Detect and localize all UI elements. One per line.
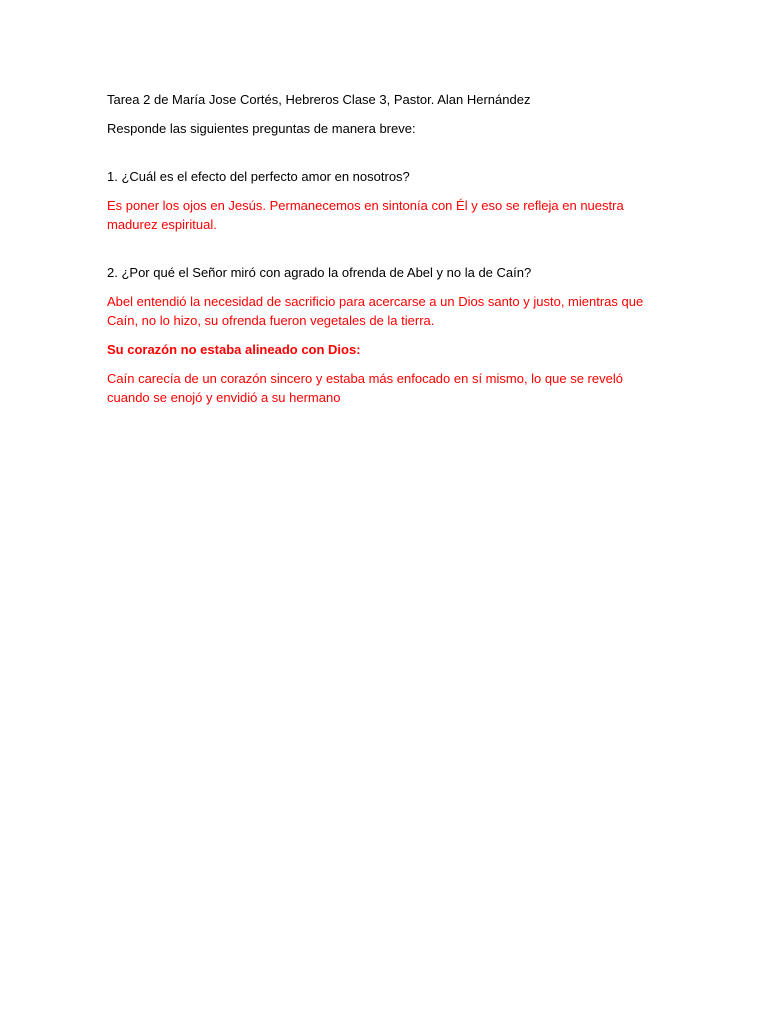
instructions-text: Responde las siguientes preguntas de manera breve: — [107, 121, 416, 136]
question-1: 1. ¿Cuál es el efecto del perfecto amor en nosotros? — [107, 169, 410, 184]
question-2: 2. ¿Por qué el Señor miró con agrado la ofrenda de Abel y no la de Caín? — [107, 265, 532, 280]
document-body — [107, 90, 667, 407]
answer-2-detail: Caín carecía de un corazón sincero y estaba más enfocado en sí mismo, lo que se reveló cuando se enojó y envidió a su hermano — [107, 371, 623, 405]
answer-2-heading: Su corazón no estaba alineado con Dios: — [107, 342, 361, 357]
answer-1: Es poner los ojos en Jesús. Permanecemos en sintonía con Él y eso se refleja en nuestra madurez espiritual. — [107, 198, 624, 232]
assignment-header: Tarea 2 de María Jose Cortés, Hebreros Clase 3, Pastor. Alan Hernández — [107, 92, 531, 107]
answer-2: Abel entendió la necesidad de sacrificio para acercarse a un Dios santo y justo, mientras que Caín, no lo hizo, su ofrenda fueron vegetales de la tierra. — [107, 294, 644, 328]
